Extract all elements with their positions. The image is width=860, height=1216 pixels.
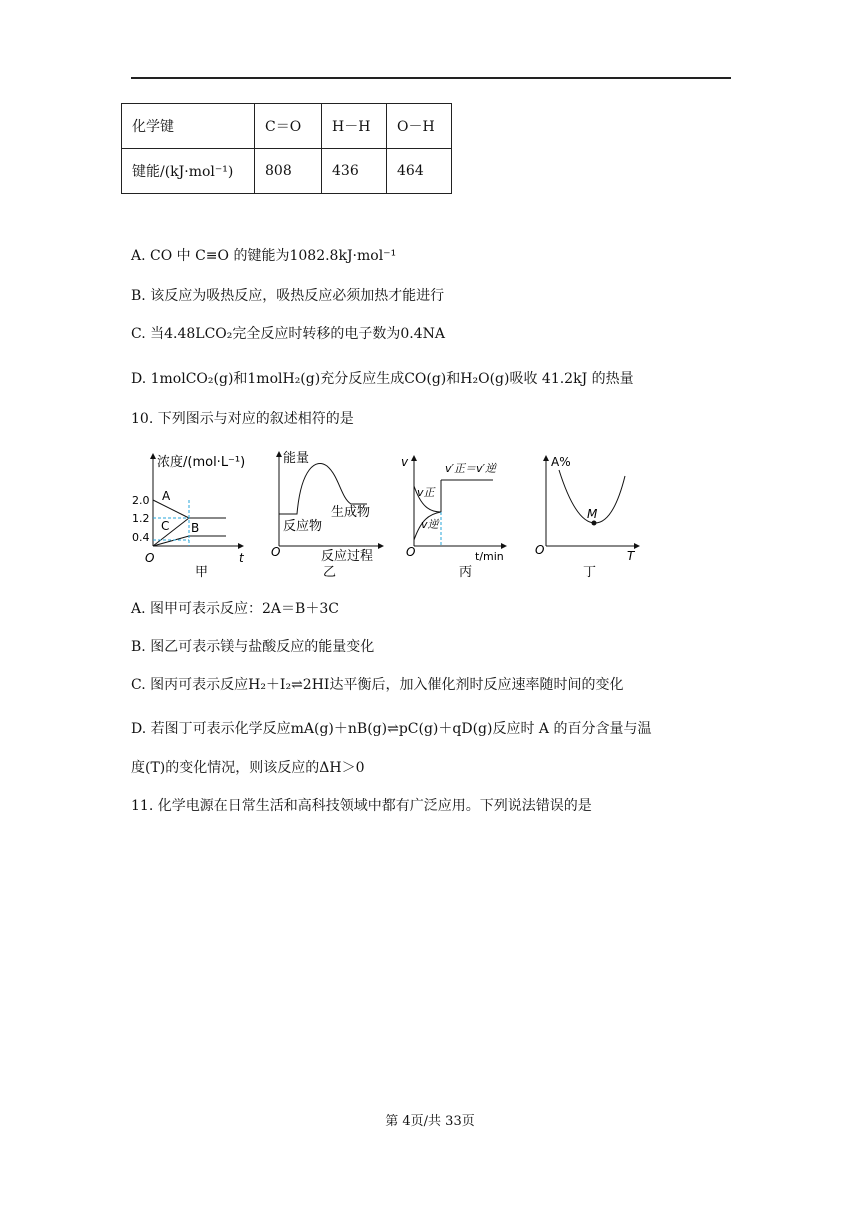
table-cell: 808	[255, 149, 322, 194]
jia-tick: 1.2	[132, 512, 150, 525]
header-rule	[131, 77, 731, 79]
bond-energy-table	[121, 103, 452, 194]
table-cell: C＝O	[255, 104, 322, 149]
yi-reactant: 反应物	[283, 519, 323, 534]
jia-label-c: C	[161, 519, 170, 533]
bing-ylabel: v	[401, 455, 409, 469]
yi-product: 生成物	[331, 505, 371, 520]
figure-bing	[401, 455, 506, 578]
table-row	[122, 149, 452, 194]
ding-point-label: M	[587, 507, 598, 521]
q10-option-d-line2: 度(T)的变化情况，则该反应的ΔH＞0	[131, 760, 365, 776]
jia-ylabel: 浓度/(mol·L⁻¹)	[157, 455, 246, 470]
q10-option-a: A. 图甲可表示反应：2A＝B＋3C	[131, 601, 339, 617]
ding-ylabel: A%	[551, 455, 571, 469]
page-footer: 第 4页/共 33页	[385, 1114, 475, 1129]
q10-stem: 10. 下列图示与对应的叙述相符的是	[131, 411, 354, 427]
ding-point-m	[592, 521, 597, 526]
table-cell: 464	[387, 149, 452, 194]
table-row	[122, 104, 452, 149]
bing-vr-label: v逆	[421, 518, 439, 531]
bing-caption: 丙	[459, 565, 473, 578]
q10-option-c: C. 图丙可表示反应H₂＋I₂⇌2HI达平衡后，加入催化剂时反应速率随时间的变化	[131, 677, 624, 693]
q9-option-c: C. 当4.48LCO₂完全反应时转移的电子数为0.4NA	[131, 326, 446, 342]
bing-vf-label: v正	[417, 486, 435, 499]
jia-curve-a	[153, 500, 189, 518]
figure-ding	[535, 455, 639, 578]
jia-curve-c	[153, 518, 189, 546]
jia-caption: 甲	[195, 565, 209, 578]
table-cell: 键能/(kJ·mol⁻¹)	[122, 149, 255, 194]
yi-origin: O	[271, 545, 281, 559]
figure-panels	[131, 448, 651, 578]
q11-stem: 11. 化学电源在日常生活和高科技领域中都有广泛应用。下列说法错误的是	[131, 798, 592, 814]
yi-xlabel: 反应过程	[321, 549, 374, 564]
jia-tick: 0.4	[132, 531, 150, 544]
q10-option-b: B. 图乙可表示镁与盐酸反应的能量变化	[131, 639, 375, 655]
ding-xlabel: T	[627, 549, 635, 563]
jia-label-a: A	[162, 489, 171, 503]
bing-eq-label: v′正＝v′逆	[445, 462, 497, 475]
jia-origin: O	[145, 551, 155, 565]
q10-option-d-line1: D. 若图丁可表示化学反应mA(g)＋nB(g)⇌pC(g)＋qD(g)反应时 A 的百分含量与温	[131, 721, 652, 737]
jia-tick: 2.0	[132, 494, 150, 507]
ding-caption: 丁	[583, 565, 597, 578]
q9-option-a: A. CO 中 C≡O 的键能为1082.8kJ·mol⁻¹	[131, 248, 397, 264]
table-cell: O－H	[387, 104, 452, 149]
figure-yi	[271, 450, 383, 578]
jia-xlabel: t	[239, 551, 244, 565]
jia-curve-b	[153, 536, 189, 546]
ding-origin: O	[535, 543, 545, 557]
figure-jia	[132, 454, 245, 578]
yi-ylabel: 能量	[283, 451, 310, 466]
q9-option-b: B. 该反应为吸热反应，吸热反应必须加热才能进行	[131, 288, 445, 304]
table-cell: H－H	[322, 104, 387, 149]
table-cell: 436	[322, 149, 387, 194]
yi-caption: 乙	[323, 565, 337, 578]
bing-xlabel: t/min	[475, 550, 504, 563]
bing-origin: O	[406, 545, 416, 559]
jia-label-b: B	[191, 521, 200, 535]
q9-option-d: D. 1molCO₂(g)和1molH₂(g)充分反应生成CO(g)和H₂O(g)吸收 41.2kJ 的热量	[131, 371, 634, 387]
table-cell: 化学键	[122, 104, 255, 149]
